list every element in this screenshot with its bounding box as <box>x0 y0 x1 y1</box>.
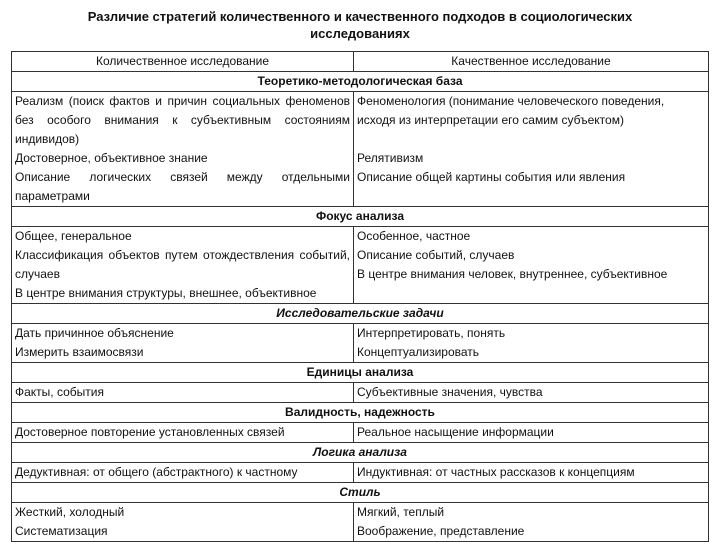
section-heading-style: Стиль <box>12 483 709 503</box>
section-heading-row <box>12 72 709 92</box>
title-line-1: Различие стратегий количественного и качественного подходов в социологических <box>87 9 633 24</box>
section-heading-row <box>12 304 709 324</box>
list-item: Жесткий, холодный <box>15 505 125 519</box>
list-item: Феноменология (понимание человеческого поведения, исходя из интерпретации его самим субъектом) <box>357 94 665 127</box>
list-item: Релятивизм <box>357 151 424 165</box>
qualitative-cell <box>354 383 709 403</box>
list-item: Описание событий, случаев <box>357 248 515 262</box>
list-item: Систематизация <box>15 524 108 538</box>
section-heading-row <box>12 483 709 503</box>
list-item: В центре внимания структуры, внешнее, объективное <box>15 286 317 300</box>
list-item: Описание логических связей между отдельными параметрами <box>15 170 350 203</box>
section-heading-focus: Фокус анализа <box>12 207 709 227</box>
table-row <box>12 92 709 207</box>
list-item: Измерить взаимосвязи <box>15 345 144 359</box>
column-header-qualitative: Качественное исследование <box>354 52 709 72</box>
list-item: Классификация объектов путем отождествления событий, случаев <box>15 248 350 281</box>
section-heading-row <box>12 363 709 383</box>
qualitative-cell <box>354 227 709 304</box>
table-row <box>12 423 709 443</box>
list-item: Концептуализировать <box>357 345 480 359</box>
section-heading-row <box>12 443 709 463</box>
list-item: Факты, события <box>15 385 104 399</box>
quantitative-cell <box>12 324 354 363</box>
quantitative-cell <box>12 503 354 542</box>
list-item: Описание общей картины события или явления <box>357 170 626 184</box>
comparison-table <box>11 51 709 542</box>
section-heading-theory: Теоретико-методологическая база <box>12 72 709 92</box>
list-item: Воображение, представление <box>357 524 525 538</box>
table-row <box>12 503 709 542</box>
quantitative-cell <box>12 383 354 403</box>
table-row <box>12 227 709 304</box>
quantitative-cell <box>12 227 354 304</box>
list-item: В центре внимания человек, внутреннее, субъективное <box>357 267 668 281</box>
section-heading-row <box>12 403 709 423</box>
list-item: Достоверное, объективное знание <box>15 151 208 165</box>
list-item: Дедуктивная: от общего (абстрактного) к частному <box>15 465 298 479</box>
list-item: Субъективные значения, чувства <box>357 385 543 399</box>
quantitative-cell <box>12 423 354 443</box>
list-item: Общее, генеральное <box>15 229 132 243</box>
list-item: Достоверное повторение установленных связей <box>15 425 285 439</box>
qualitative-cell <box>354 503 709 542</box>
qualitative-cell <box>354 423 709 443</box>
qualitative-cell <box>354 324 709 363</box>
list-item: Мягкий, теплый <box>357 505 445 519</box>
section-heading-tasks: Исследовательские задачи <box>12 304 709 324</box>
table-row <box>12 383 709 403</box>
table-row <box>12 324 709 363</box>
section-heading-row <box>12 207 709 227</box>
list-item: Дать причинное объяснение <box>15 326 174 340</box>
list-item: Реализм (поиск фактов и причин социальных феноменов без особого внимания к субъективным состояниям индивидов) <box>15 94 350 146</box>
title-line-2: исследованиях <box>310 26 410 41</box>
section-heading-validity: Валидность, надежность <box>12 403 709 423</box>
quantitative-cell <box>12 92 354 207</box>
document-title <box>40 8 680 42</box>
qualitative-cell <box>354 463 709 483</box>
list-item: Особенное, частное <box>357 229 471 243</box>
table-row <box>12 463 709 483</box>
section-heading-units: Единицы анализа <box>12 363 709 383</box>
list-item: Реальное насыщение информации <box>357 425 554 439</box>
quantitative-cell <box>12 463 354 483</box>
column-header-quantitative: Количественное исследование <box>12 52 354 72</box>
column-header-row <box>12 52 709 72</box>
qualitative-cell <box>354 92 709 207</box>
section-heading-logic: Логика анализа <box>12 443 709 463</box>
list-item: Индуктивная: от частных рассказов к концепциям <box>357 465 635 479</box>
list-item: Интерпретировать, понять <box>357 326 506 340</box>
